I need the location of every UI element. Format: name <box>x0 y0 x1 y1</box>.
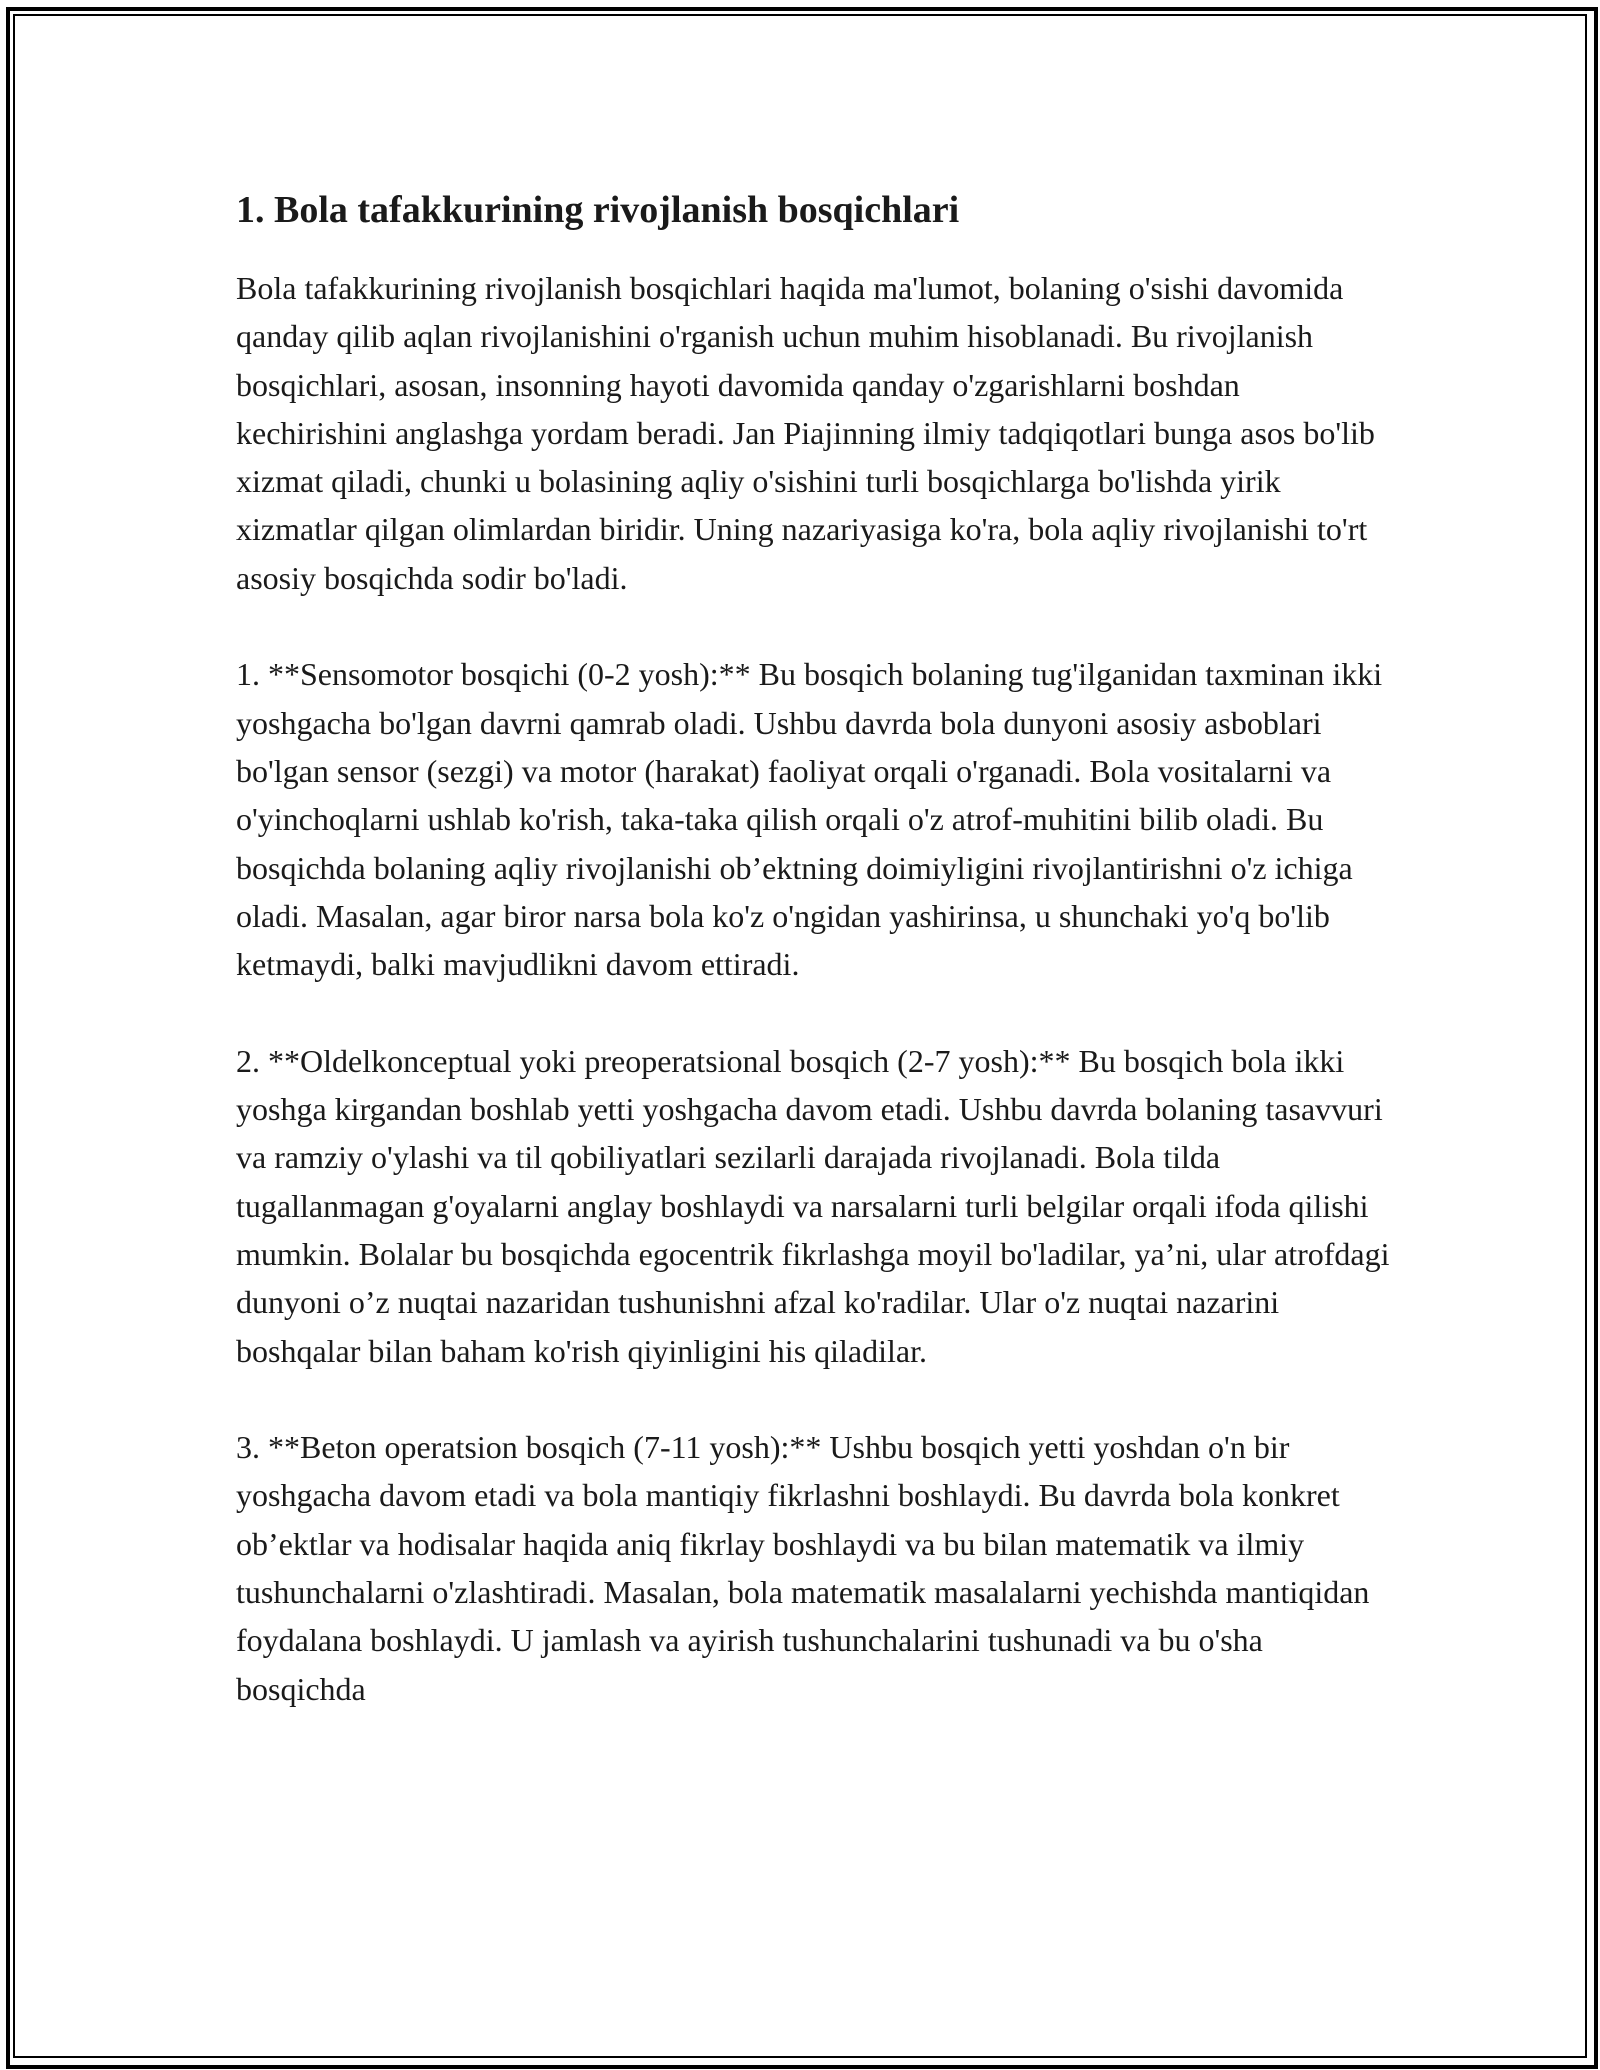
document-body <box>236 186 1396 1713</box>
stage-3-paragraph: 3. **Beton operatsion bosqich (7-11 yosh):** Ushbu bosqich yetti yoshdan o'n bir yoshgacha davom etadi va bola mantiqiy fikrlashni boshlaydi. Bu davrda bola konkret ob’ektlar va hodisalar haqida aniq fikrlay boshlaydi va bu bilan matematik va ilmiy tushunchalarni o'zlashtiradi. Masalan, bola matematik masalalarni yechishda mantiqidan foydalana boshlaydi. U jamlash va ayirish tushunchalarini tushunadi va bu o'sha bosqichda <box>236 1429 1370 1707</box>
stage-1-paragraph: 1. **Sensomotor bosqichi (0-2 yosh):** Bu bosqich bolaning tug'ilganidan taxminan ikki yoshgacha bo'lgan davrni qamrab oladi. Ushbu davrda bola dunyoni asosiy asboblari bo'lgan sensor (sezgi) va motor (harakat) faoliyat orqali o'rganadi. Bola vositalarni va o'yinchoqlarni ushlab ko'rish, taka-taka qilish orqali o'z atrof-muhitini bilib oladi. Bu bosqichda bolaning aqliy rivojlanishi ob’ektning doimiyligini rivojlantirishni o'z ichiga oladi. Masalan, agar biror narsa bola ko'z o'ngidan yashirinsa, u shunchaki yo'q bo'lib ketmaydi, balki mavjudlikni davom ettiradi. <box>236 656 1383 983</box>
section-heading: 1. Bola tafakkurining rivojlanish bosqichlari <box>236 189 960 231</box>
intro-paragraph: Bola tafakkurining rivojlanish bosqichlari haqida ma'lumot, bolaning o'sishi davomida qanday qilib aqlan rivojlanishini o'rganish uchun muhim hisoblanadi. Bu rivojlanish bosqichlari, asosan, insonning hayoti davomida qanday o'zgarishlarni boshdan kechirishini anglashga yordam beradi. Jan Piajinning ilmiy tadqiqotlari bunga asos bo'lib xizmat qiladi, chunki u bolasining aqliy o'sishini turli bosqichlarga bo'lishda yirik xizmatlar qilgan olimlardan biridir. Uning nazariyasiga ko'ra, bola aqliy rivojlanishi to'rt asosiy bosqichda sodir bo'ladi. <box>236 270 1375 596</box>
stage-2-paragraph: 2. **Oldelkonceptual yoki preoperatsional bosqich (2-7 yosh):** Bu bosqich bola ikki yoshga kirgandan boshlab yetti yoshgacha davom etadi. Ushbu davrda bolaning tasavvuri va ramziy o'ylashi va til qobiliyatlari sezilarli darajada rivojlanadi. Bola tilda tugallanmagan g'oyalarni anglay boshlaydi va narsalarni turli belgilar orqali ifoda qilishi mumkin. Bolalar bu bosqichda egocentrik fikrlashga moyil bo'ladilar, ya’ni, ular atrofdagi dunyoni o’z nuqtai nazaridan tushunishni afzal ko'radilar. Ular o'z nuqtai nazarini boshqalar bilan baham ko'rish qiyinligini his qiladilar. <box>236 1042 1390 1369</box>
